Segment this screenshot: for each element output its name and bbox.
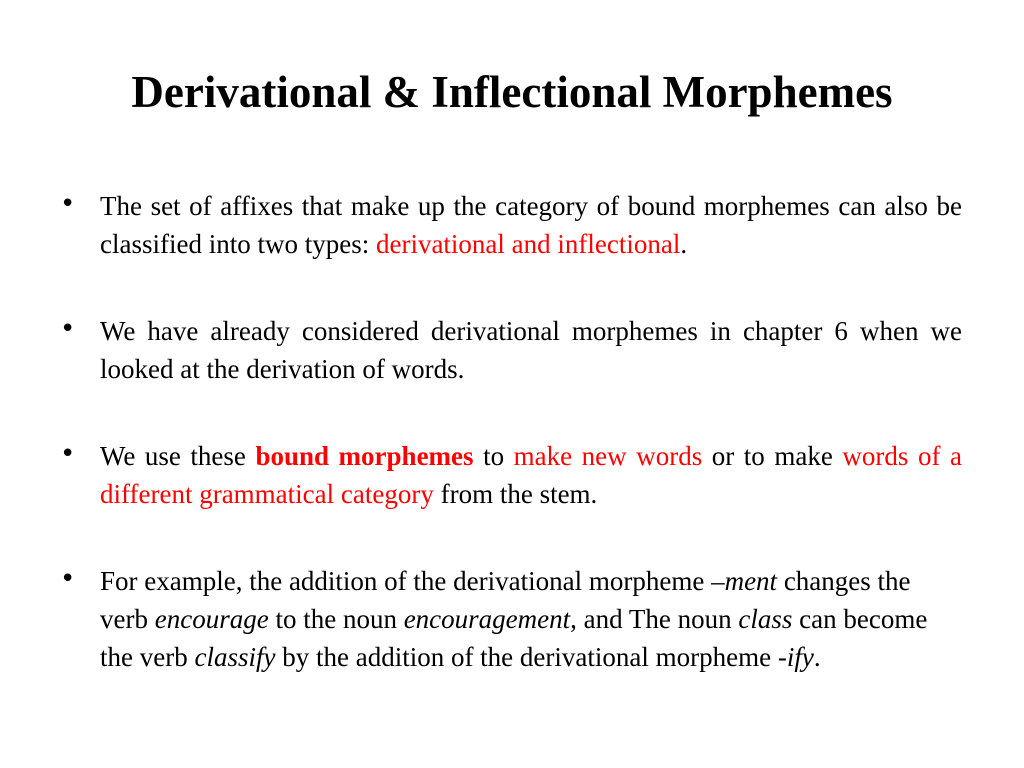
bullet-text: We use these xyxy=(100,441,256,471)
highlight-bound-morphemes: bound morphemes xyxy=(255,441,474,471)
italic-term-ment: ment xyxy=(724,566,778,596)
bullet-text: to the noun xyxy=(268,604,404,634)
highlight-derivational-inflectional: derivational and inflectional xyxy=(375,229,681,259)
italic-term-encouragement: encouragement xyxy=(403,604,571,634)
italic-term-encourage: encourage xyxy=(154,604,269,634)
bullet-text-end: . xyxy=(813,642,821,672)
bullet-icon: • xyxy=(60,439,76,469)
bullet-text: The set of affixes that make up the category of bound morphemes can also be classified into two types: xyxy=(100,191,962,259)
bullet-icon: • xyxy=(60,564,76,594)
bullet-text: by the addition of the derivational morpheme - xyxy=(275,642,787,672)
bullet-icon: • xyxy=(60,314,76,344)
bullet-text: changes the verb xyxy=(100,566,911,634)
italic-term-ify: ify xyxy=(786,642,814,672)
bullet-text: or to make xyxy=(702,441,843,471)
bullet-icon: • xyxy=(60,189,76,219)
bullet-text: , and The noun xyxy=(570,604,739,634)
slide-title: Derivational & Inflectional Morphemes xyxy=(131,67,893,117)
bullet-text: can become the verb xyxy=(100,604,928,672)
bullet-text-end: . xyxy=(680,229,688,259)
italic-term-class: class xyxy=(738,604,793,634)
bullet-text: from the stem. xyxy=(433,479,598,509)
bullet-item-affix-types xyxy=(60,187,962,263)
bullet-text: For example, the addition of the derivational morpheme – xyxy=(100,566,725,596)
bullet-text: We have already considered derivational morphemes in chapter 6 when we looked at the derivation of words. xyxy=(100,316,962,384)
bullet-item-bound-morphemes-use xyxy=(60,437,962,513)
bullet-item-example xyxy=(60,562,962,676)
italic-term-classify: classify xyxy=(194,642,276,672)
bullet-text: to xyxy=(473,441,514,471)
highlight-make-new-words: make new words xyxy=(513,441,703,471)
bullet-item-chapter-reference xyxy=(60,312,962,388)
highlight-different-category: words of a different grammatical category xyxy=(100,441,962,509)
